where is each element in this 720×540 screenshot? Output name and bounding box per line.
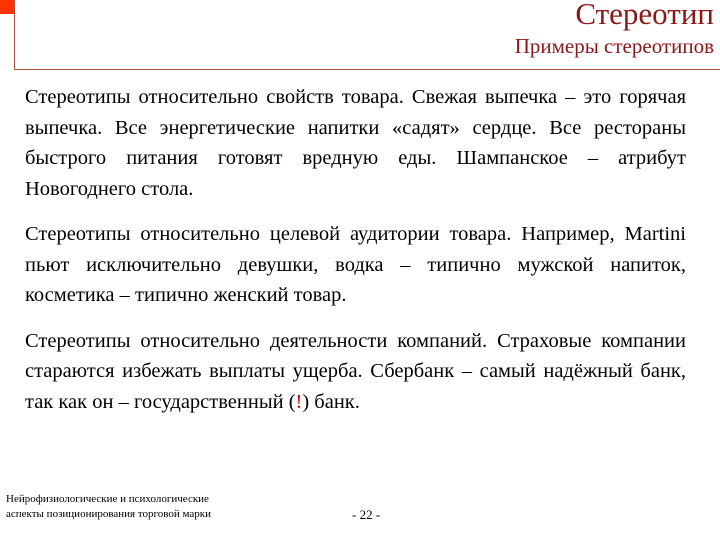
page-number: - 22 - <box>352 507 381 522</box>
header-vertical-rule <box>14 0 15 70</box>
footer-source-line-2: аспекты позиционирования торговой марки <box>6 508 212 520</box>
footer-source <box>6 492 316 522</box>
slide-subtitle: Примеры стереотипов <box>514 34 714 58</box>
footer-source-line-1: Нейрофизиологические и психологические <box>6 493 209 505</box>
paragraph-company-activity-text: Стереотипы относительно деятельности компаний. Страховые компании стараются избежать выплаты ущерба. Сбербанк – самый надёжный банк, так как он – государственный ( <box>25 329 686 413</box>
slide-title: Стереотип <box>575 0 714 31</box>
paragraph-company-activity-end: ) банк. <box>302 390 360 413</box>
paragraph-target-audience: Стереотипы относительно целевой аудитории товара. Например, Martini пьют исключительно девушки, водка – типично мужской напиток, косметика – типично женский товар. <box>25 223 686 306</box>
exclamation-accent: ! <box>295 390 303 413</box>
paragraph-product-properties: Стереотипы относительно свойств товара. Свежая выпечка – это горячая выпечка. Все энергетические напитки «садят» сердце. Все рестораны быстрого питания готовят вредную еды. Шампанское – атрибут Новогоднего стола. <box>25 86 686 200</box>
corner-accent-square <box>0 0 14 14</box>
slide-body <box>25 82 686 417</box>
paragraph-company-activity <box>25 326 686 418</box>
header-horizontal-rule <box>14 69 720 70</box>
